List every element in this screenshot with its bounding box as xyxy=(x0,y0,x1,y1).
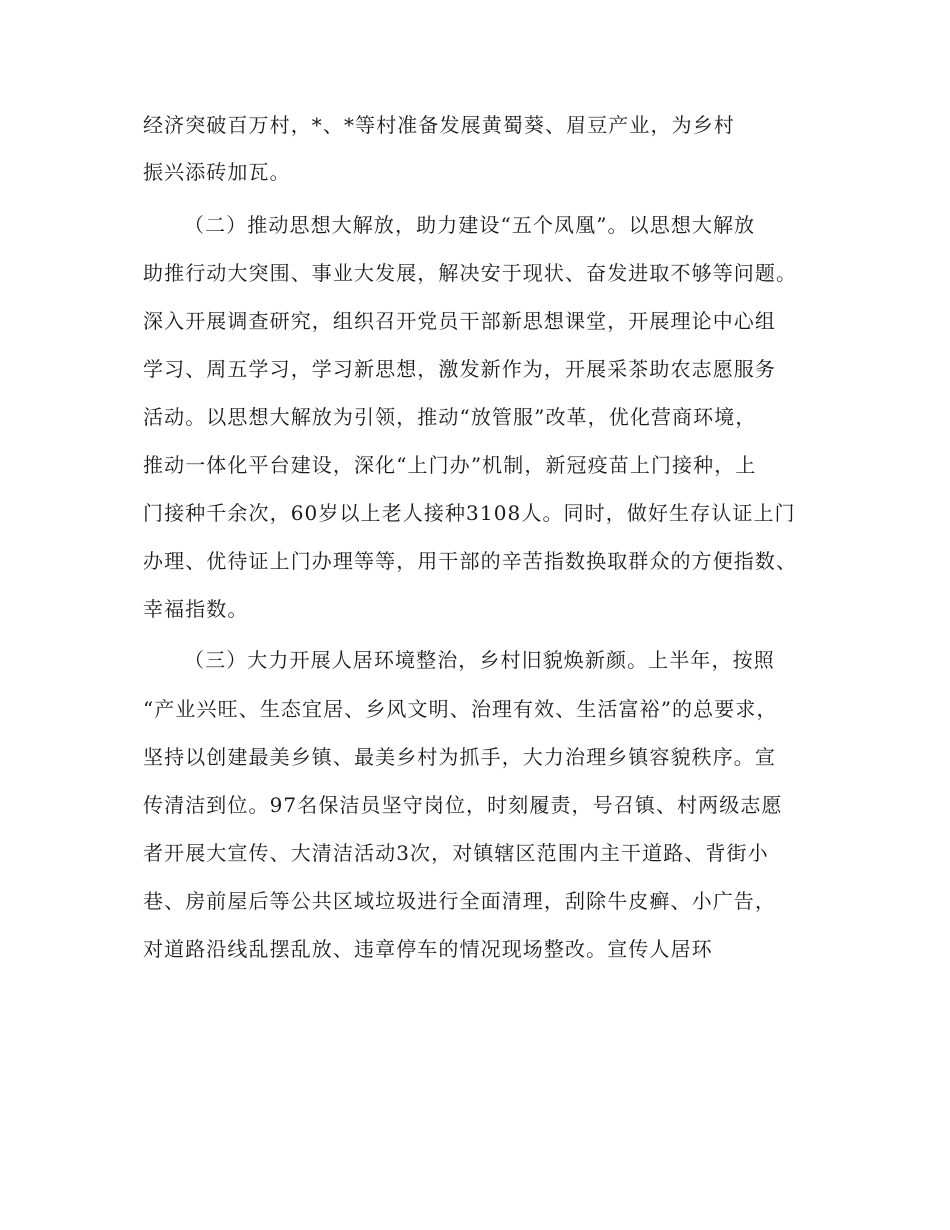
paragraph-heading-3: （三）大力开展人居环境整治，乡村旧貌焕新颜。上半年，按照 xyxy=(184,648,775,672)
text-line: 活动。以思想大解放为引领，推动“放管服”改革，优化营商环境， xyxy=(143,405,757,429)
text-line: 者开展大宣传、大清洁活动3次，对镇辖区范围内主干道路、背街小 xyxy=(143,841,769,865)
text-line: 经济突破百万村，*、*等村准备发展黄蜀葵、眉豆产业，为乡村 xyxy=(143,113,735,137)
text-line: 助推行动大突围、事业大发展，解决安于现状、奋发进取不够等问题。 xyxy=(143,261,798,285)
text-line: 推动一体化平台建设，深化“上门办”机制，新冠疫苗上门接种，上 xyxy=(143,453,757,477)
text-line: 幸福指数。 xyxy=(143,597,249,621)
text-line: 坚持以创建最美乡镇、最美乡村为抓手，大力治理乡镇容貌秩序。宣 xyxy=(143,745,776,769)
paragraph-heading-2: （二）推动思想大解放，助力建设“五个凤凰”。以思想大解放 xyxy=(184,213,756,237)
text-line: 办理、优待证上门办理等等，用干部的辛苦指数换取群众的方便指数、 xyxy=(143,549,798,573)
text-line: 巷、房前屋后等公共区域垃圾进行全面清理，刮除牛皮癣、小广告， xyxy=(143,889,776,913)
text-line: 振兴添砖加瓦。 xyxy=(143,160,291,184)
text-line: “产业兴旺、生态宜居、乡风文明、治理有效、生活富裕”的总要求， xyxy=(143,697,778,721)
text-line: 门接种千余次，60岁以上老人接种3108人。同时，做好生存认证上门 xyxy=(143,501,796,525)
text-line: 深入开展调查研究，组织召开党员干部新思想课堂，开展理论中心组 xyxy=(143,309,776,333)
text-line: 传清洁到位。97名保洁员坚守岗位，时刻履责，号召镇、村两级志愿 xyxy=(143,793,783,817)
text-line: 对道路沿线乱摆乱放、违章停车的情况现场整改。宣传人居环 xyxy=(143,937,713,961)
text-line: 学习、周五学习，学习新思想，激发新作为，开展采茶助农志愿服务 xyxy=(143,357,776,381)
